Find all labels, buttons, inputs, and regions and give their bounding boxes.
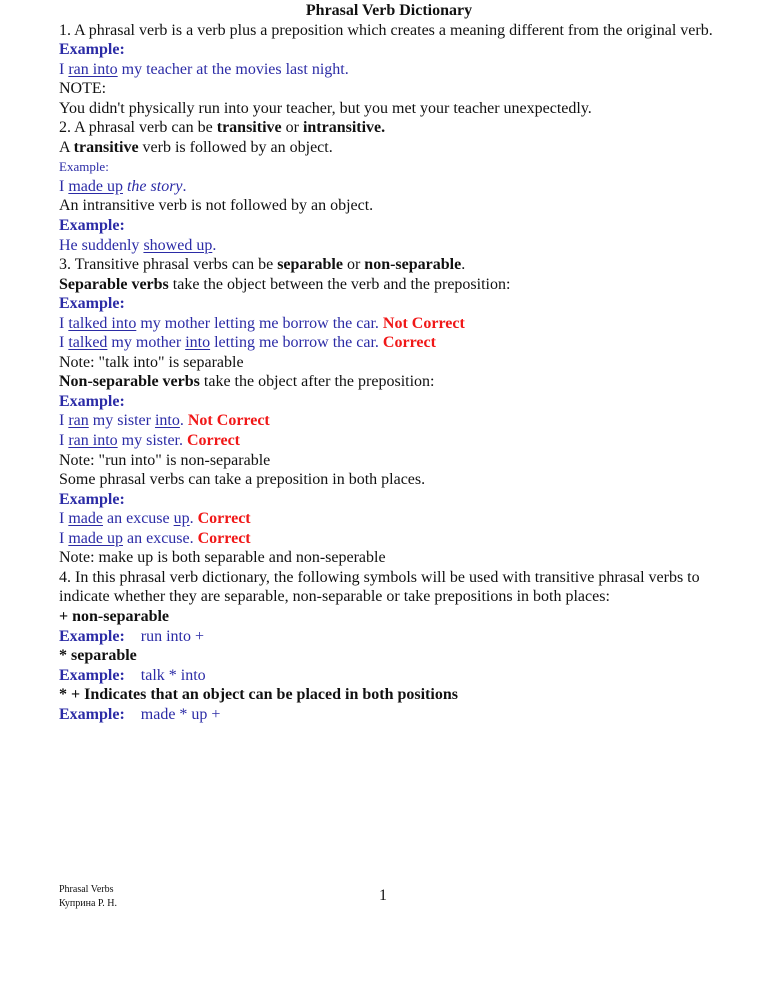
text-segment: Example: <box>59 490 125 508</box>
text-line <box>59 314 719 334</box>
text-segment: Example: <box>59 627 125 645</box>
text-line <box>59 255 719 275</box>
text-segment: Example: <box>59 705 125 723</box>
text-segment: I <box>59 177 69 195</box>
text-segment: separable <box>277 256 343 274</box>
text-line <box>59 451 719 471</box>
text-segment: 1. A phrasal verb is a verb plus a preposition which creates a meaning different from the original verb. <box>59 21 713 39</box>
text-line <box>59 568 719 588</box>
text-segment: Note: "talk into" is separable <box>59 353 244 371</box>
text-line <box>59 294 719 314</box>
text-line <box>59 79 719 99</box>
text-line <box>59 353 719 373</box>
text-segment: ran into <box>68 432 118 450</box>
text-segment: * separable <box>59 647 137 665</box>
text-segment: made up <box>68 177 123 195</box>
text-segment: Example: <box>59 392 125 410</box>
text-line <box>59 627 719 647</box>
text-segment: talked into <box>68 314 137 332</box>
text-segment: . <box>461 256 466 274</box>
text-segment: or <box>281 119 303 137</box>
text-segment: take the object after the preposition: <box>199 373 435 391</box>
text-segment: letting me borrow the car. <box>210 334 383 352</box>
text-segment: transitive <box>73 138 139 156</box>
text-segment: I <box>59 412 69 430</box>
correctness-label: Correct <box>197 529 251 547</box>
text-line <box>59 60 719 80</box>
footer-title: Phrasal Verbs <box>59 884 114 895</box>
text-line <box>59 646 719 666</box>
text-segment: Note: "run into" is non-separable <box>59 451 271 469</box>
text-line <box>59 666 719 686</box>
page-number: 1 <box>379 887 387 904</box>
text-segment: ran into <box>68 60 118 78</box>
correctness-label: Not Correct <box>183 412 270 430</box>
text-line <box>59 275 719 295</box>
text-segment: made * up + <box>140 705 221 723</box>
text-segment: I <box>59 334 69 352</box>
correctness-label: Correct <box>193 510 251 528</box>
text-segment: . <box>212 236 217 254</box>
text-line <box>59 333 719 353</box>
text-segment: Some phrasal verbs can take a preposition in both places. <box>59 471 426 489</box>
text-segment: Note: make up is both separable and non-seperable <box>59 549 386 567</box>
text-segment: non-separable <box>364 256 462 274</box>
text-segment: my mother letting me borrow the car. <box>136 314 383 332</box>
page-footer <box>59 883 117 911</box>
text-line <box>59 157 719 177</box>
text-line <box>59 411 719 431</box>
text-segment: my sister. <box>117 432 187 450</box>
text-segment: run into + <box>140 627 205 645</box>
text-segment: made up <box>68 529 123 547</box>
text-segment: . <box>182 177 187 195</box>
text-segment: or <box>342 256 365 274</box>
text-segment: * + Indicates that an object can be placed in both positions <box>59 686 458 704</box>
text-segment: made <box>68 510 103 528</box>
text-segment: Example: <box>59 295 125 313</box>
text-line <box>59 607 719 627</box>
text-line <box>59 21 719 41</box>
text-segment: He suddenly <box>59 236 144 254</box>
text-segment: 3. Transitive phrasal verbs can be <box>59 256 278 274</box>
correctness-label: Correct <box>382 334 436 352</box>
text-line <box>59 216 719 236</box>
text-segment: into <box>154 412 180 430</box>
text-line <box>59 372 719 392</box>
text-line <box>59 40 719 60</box>
text-line <box>59 431 719 451</box>
text-segment: showed up <box>143 236 213 254</box>
text-line <box>59 587 719 607</box>
text-segment: Example: <box>59 666 125 684</box>
text-segment: verb is followed by an object. <box>138 138 333 156</box>
footer-author: Куприна Р. Н. <box>59 898 117 909</box>
text-segment: Example: <box>59 217 125 235</box>
text-segment: indicate whether they are separable, non-separable or take prepositions in both places: <box>59 588 610 606</box>
document-body <box>59 1 719 724</box>
text-segment: my mother <box>107 334 186 352</box>
text-line <box>59 685 719 705</box>
text-segment: up <box>173 510 190 528</box>
correctness-label: Correct <box>187 432 240 450</box>
text-segment: transitive <box>216 119 282 137</box>
text-segment: Example: <box>59 41 125 59</box>
text-segment: I <box>59 314 69 332</box>
text-line <box>59 196 719 216</box>
text-line <box>59 548 719 568</box>
text-segment: talk * into <box>140 666 206 684</box>
text-line <box>59 118 719 138</box>
text-segment: I <box>59 529 69 547</box>
correctness-label: Not Correct <box>382 314 465 332</box>
text-segment: an excuse <box>102 510 174 528</box>
text-line <box>59 705 719 725</box>
text-segment: 4. In this phrasal verb dictionary, the following symbols will be used with transitive phrasal verbs to <box>59 568 700 586</box>
text-segment: ran <box>68 412 89 430</box>
text-segment: my sister <box>88 412 155 430</box>
text-segment: An intransitive verb is not followed by an object. <box>59 197 374 215</box>
text-segment: You didn't physically run into your teacher, but you met your teacher unexpectedly. <box>59 99 592 117</box>
text-segment: take the object between the verb and the preposition: <box>168 275 511 293</box>
text-line <box>59 470 719 490</box>
text-segment: intransitive. <box>302 119 386 137</box>
text-segment: I <box>59 60 69 78</box>
text-segment: . <box>179 412 184 430</box>
text-segment: my teacher at the movies last night. <box>117 60 349 78</box>
text-segment: . <box>189 510 194 528</box>
text-segment: into <box>185 334 211 352</box>
text-segment: talked <box>68 334 108 352</box>
text-segment: Non-separable verbs <box>59 373 200 391</box>
text-line <box>59 509 719 529</box>
text-segment: I <box>59 432 69 450</box>
text-line <box>59 177 719 197</box>
text-segment: 2. A phrasal verb can be <box>59 119 217 137</box>
text-segment: + non-separable <box>59 607 170 625</box>
text-segment: NOTE: <box>59 80 107 98</box>
text-line <box>59 529 719 549</box>
text-line <box>59 490 719 510</box>
text-line <box>59 99 719 119</box>
page-title: Phrasal Verb Dictionary <box>305 2 473 19</box>
text-segment: Separable verbs <box>59 275 169 293</box>
text-segment: the story <box>122 177 183 195</box>
text-line <box>59 138 719 158</box>
text-segment: A <box>59 138 74 156</box>
text-line <box>59 392 719 412</box>
text-segment: Example: <box>59 159 109 175</box>
text-line <box>59 236 719 256</box>
text-segment: I <box>59 510 69 528</box>
text-segment: an excuse. <box>122 529 198 547</box>
